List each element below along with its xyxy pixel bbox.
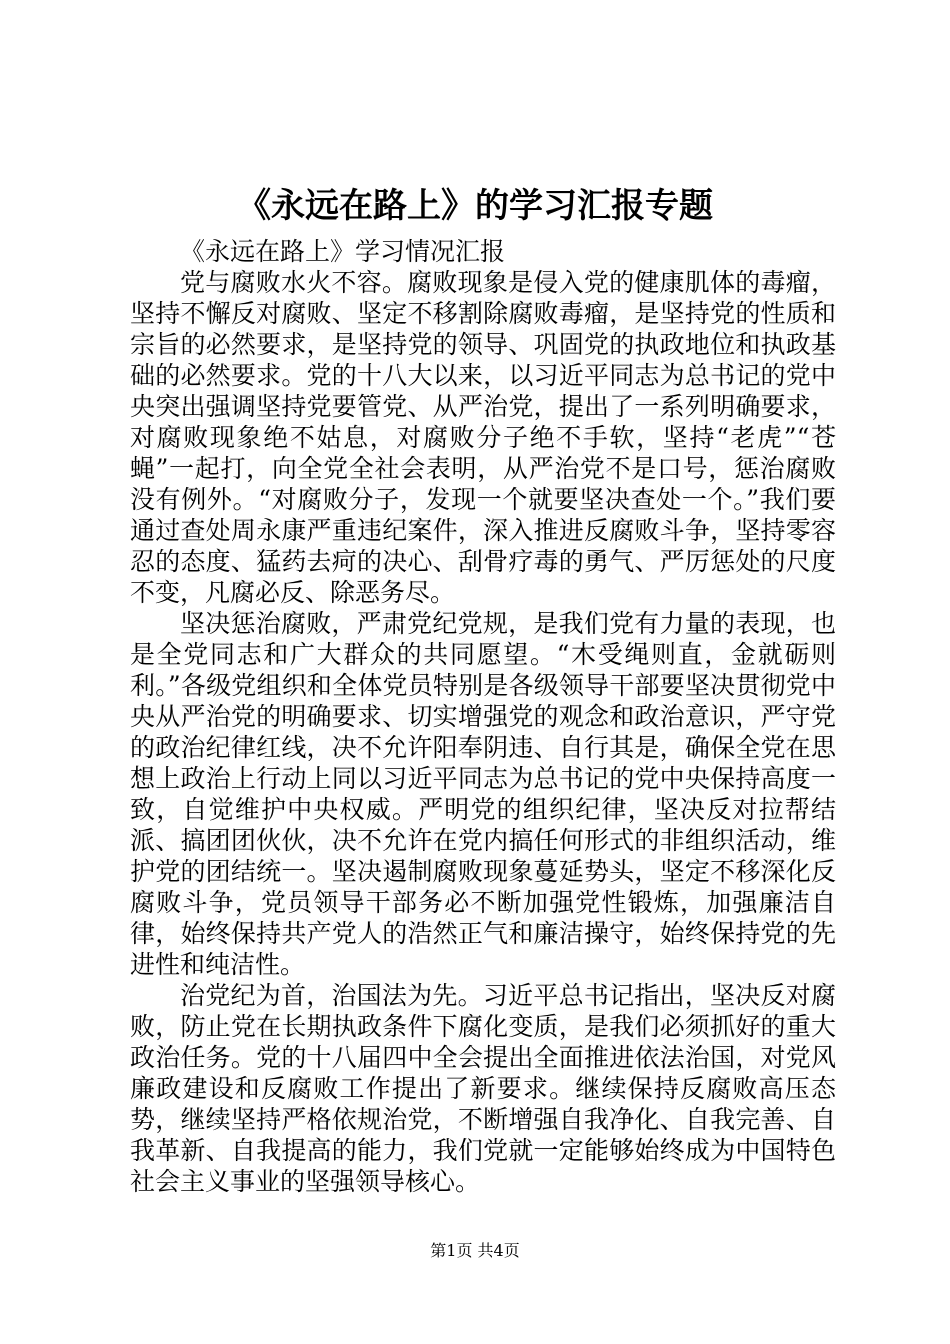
body-paragraph: 党与腐败水火不容。腐败现象是侵入党的健康肌体的毒瘤，坚持不懈反对腐败、坚定不移割除腐败毒瘤，是坚持党的性质和宗旨的必然要求，是坚持党的领导、巩固党的执政地位和执政基础的必然要求。党的十八大以来，以习近平同志为总书记的党中央突出强调坚持党要管党、从严治党，提出了一系列明确要求，对腐败现象绝不姑息，对腐败分子绝不手软，坚持“老虎”“苍蝇”一起打，向全党全社会表明，从严治党不是口号，惩治腐败没有例外。“对腐败分子，发现一个就要坚决查处一个。”我们要通过查处周永康严重违纪案件，深入推进反腐败斗争，坚持零容忍的态度、猛药去疴的决心、刮骨疗毒的勇气、严厉惩处的尺度不变，凡腐必反、除恶务尽。 [130,268,836,607]
body-paragraph: 治党纪为首，治国法为先。习近平总书记指出，坚决反对腐败，防止党在长期执政条件下腐化变质，是我们必须抓好的重大政治任务。党的十八届四中全会提出全面推进依法治国，对党风廉政建设和反腐败工作提出了新要求。继续保持反腐败高压态势，继续坚持严格依规治党，不断增强自我净化、自我完善、自我革新、自我提高的能力，我们党就一定能够始终成为中国特色社会主义事业的坚强领导核心。 [130,981,836,1196]
body-paragraph: 坚决惩治腐败，严肃党纪党规，是我们党有力量的表现，也是全党同志和广大群众的共同愿望。“木受绳则直，金就砺则利。”各级党组织和全体党员特别是各级领导干部要坚决贯彻党中央从严治党的明确要求、切实增强党的观念和政治意识，严守党的政治纪律红线，决不允许阳奉阴违、自行其是，确保全党在思想上政治上行动上同以习近平同志为总书记的党中央保持高度一致，自觉维护中央权威。严明党的组织纪律，坚决反对拉帮结派、搞团团伙伙，决不允许在党内搞任何形式的非组织活动，维护党的团结统一。坚决遏制腐败现象蔓延势头，坚定不移深化反腐败斗争，党员领导干部务必不断加强党性锻炼，加强廉洁自律，始终保持共产党人的浩然正气和廉洁操守，始终保持党的先进性和纯洁性。 [130,609,836,979]
document-body [130,236,836,1197]
document-subtitle: 《永远在路上》学习情况汇报 [180,237,506,266]
document-title: 《永远在路上》的学习汇报专题 [237,186,713,226]
page-footer: 第1页 共4页 [430,1241,520,1260]
